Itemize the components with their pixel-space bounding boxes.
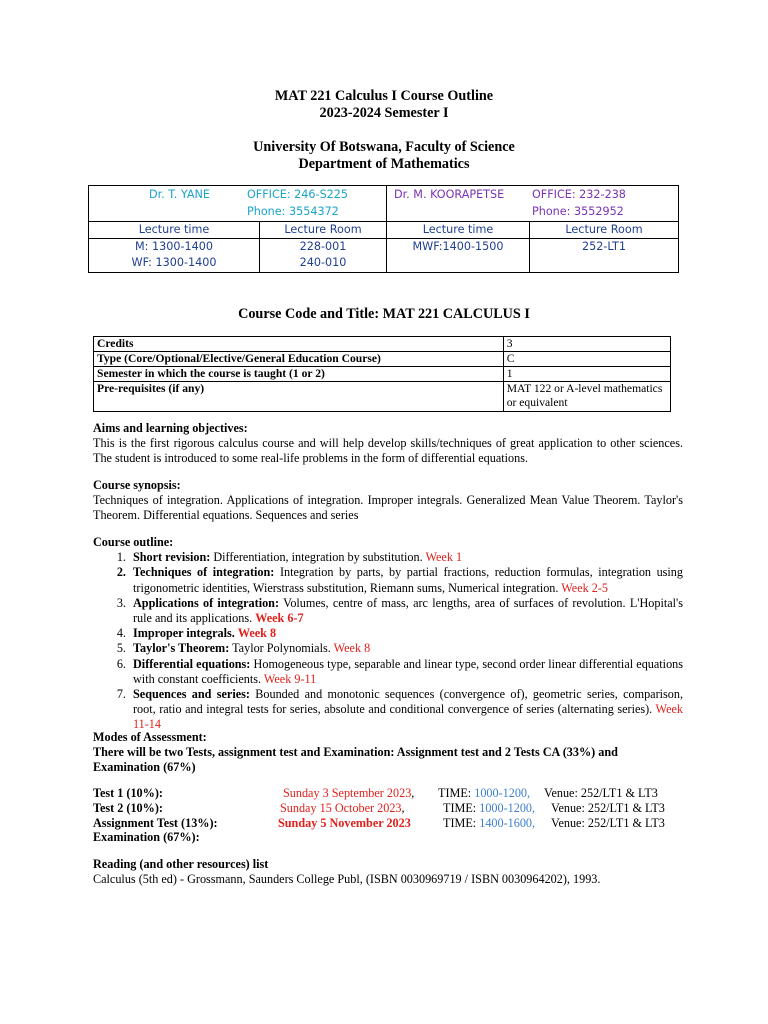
assignment-label: Assignment Test (13%): (93, 816, 218, 830)
staff-left-phone: Phone: 3554372 (247, 205, 339, 218)
department-title: Department of Mathematics (298, 156, 470, 172)
left-time-1: M: 1300-1400 (135, 240, 213, 253)
course-outline-title: MAT 221 Calculus I Course Outline (274, 88, 494, 104)
assessment-summary: There will be two Tests, assignment test and Examination: Assignment test and 2 Tests CA (33%) and Examination (67%) (93, 745, 618, 775)
examination-label: Examination (67%): (93, 830, 200, 844)
assignment-venue: Venue: 252/LT1 & LT3 (551, 816, 665, 830)
course-info-row (94, 367, 671, 382)
semester-value: 1 (503, 367, 670, 382)
list-item: 6. Differential equations: Homogeneous type, separable and linear type, second order linear differential equations with constant coefficients. Week 9-11 (129, 657, 683, 687)
staff-right-phone: Phone: 3552952 (532, 205, 624, 218)
list-item: 2. Techniques of integration: Integration by parts, by partial fractions, reduction formulas, integration using trigonometric identities, Wierstrass substitution, Riemann sums, Numerical integration. Week 2-5 (129, 565, 683, 595)
synopsis-section (93, 478, 683, 524)
left-room-1: 228-001 (299, 240, 347, 253)
week-label: Week 6-7 (255, 611, 304, 626)
assessment-section (93, 730, 683, 776)
aims-section (93, 421, 683, 467)
week-label: Week 1 (425, 550, 463, 565)
aims-heading: Aims and learning objectives: (93, 421, 248, 435)
university-title: University Of Botswana, Faculty of Science (253, 139, 515, 155)
credits-value: 3 (503, 337, 670, 352)
outline-list (93, 550, 683, 732)
left-time-2: WF: 1300-1400 (131, 256, 217, 269)
list-item: 1. Short revision: Differentiation, integration by substitution. Week 1 (129, 550, 683, 565)
left-lecture-room-head: Lecture Room (260, 222, 387, 239)
test1-label: Test 1 (10%): (93, 786, 163, 800)
semester-label: Semester in which the course is taught (1 or 2) (94, 367, 504, 382)
list-item: 4. Improper integrals. Week 8 (129, 626, 683, 641)
aims-text: This is the first rigorous calculus course and will help develop skills/techniques of great application to other sciences. The student is introduced to some real-life problems in the form of differential equations. (93, 436, 683, 466)
assessment-heading: Modes of Assessment: (93, 730, 207, 744)
reading-text: Calculus (5th ed) - Grossmann, Saunders College Publ, (ISBN 0030969719 / ISBN 0030964202), 1993. (93, 872, 601, 887)
right-lecture-room-head: Lecture Room (530, 222, 679, 239)
test1-date: Sunday 3 September 2023, (283, 786, 415, 800)
week-label: Week 8 (333, 641, 371, 656)
left-room-2: 240-010 (299, 256, 347, 269)
right-lecture-time: MWF:1400-1500 (387, 239, 530, 273)
test2-time: TIME: 1000-1200, (443, 801, 536, 815)
test2-venue: Venue: 252/LT1 & LT3 (551, 801, 665, 815)
list-item: 3. Applications of integration: Volumes, centre of mass, arc lengths, area of surfaces of revolution. L'Hopital's rule and its applications. Week 6-7 (129, 596, 683, 626)
assignment-time: TIME: 1400-1600, (443, 816, 536, 830)
staff-right-name: Dr. M. KOORAPETSE (394, 188, 505, 201)
type-label: Type (Core/Optional/Elective/General Education Course) (94, 352, 504, 367)
course-info-table (93, 336, 671, 412)
left-lecture-times (89, 239, 260, 273)
course-info-row (94, 352, 671, 367)
prerequisites-label: Pre-requisites (if any) (94, 382, 504, 412)
left-lecture-time-head: Lecture time (89, 222, 260, 239)
week-label: Week 8 (237, 626, 277, 641)
test2-label: Test 2 (10%): (93, 801, 163, 815)
staff-right-header (387, 186, 679, 222)
assignment-date: Sunday 5 November 2023 (278, 816, 411, 830)
right-lecture-room: 252-LT1 (530, 239, 679, 273)
list-item: 5. Taylor's Theorem: Taylor Polynomials. Week 8 (129, 641, 683, 656)
test2-date: Sunday 15 October 2023, (280, 801, 405, 815)
reading-section (93, 857, 683, 887)
week-label: Week 11-14 (133, 702, 683, 732)
outline-section (93, 535, 683, 733)
staff-table (88, 185, 679, 273)
staff-left-header (89, 186, 387, 222)
semester-title: 2023-2024 Semester I (319, 105, 449, 121)
test1-time: TIME: 1000-1200, (438, 786, 531, 800)
course-info-row (94, 382, 671, 412)
synopsis-heading: Course synopsis: (93, 478, 181, 492)
test1-venue: Venue: 252/LT1 & LT3 (544, 786, 658, 800)
outline-heading: Course outline: (93, 535, 174, 549)
course-code-title: Course Code and Title: MAT 221 CALCULUS I (238, 306, 530, 322)
left-lecture-rooms (260, 239, 387, 273)
week-label: Week 2-5 (561, 580, 608, 595)
type-value: C (503, 352, 670, 367)
week-label: Week 9-11 (263, 671, 317, 686)
prerequisites-value: MAT 122 or A-level mathematics or equivalent (503, 382, 670, 412)
reading-heading: Reading (and other resources) list (93, 857, 269, 871)
synopsis-text: Techniques of integration. Applications of integration. Improper integrals. Generalized Mean Value Theorem. Taylor's Theorem. Differential equations. Sequences and series (93, 493, 683, 523)
staff-right-office: OFFICE: 232-238 (532, 188, 626, 201)
document-header (0, 88, 768, 173)
staff-left-name: Dr. T. YANE (149, 188, 210, 201)
right-lecture-time-head: Lecture time (387, 222, 530, 239)
course-info-row (94, 337, 671, 352)
list-item: 7. Sequences and series: Bounded and monotonic sequences (convergence of), geometric series, comparison, root, ratio and integral tests for series, absolute and conditional convergence of series (alternating series). Week 11-14 (129, 687, 683, 733)
staff-left-office: OFFICE: 246-S225 (247, 188, 349, 201)
credits-label: Credits (94, 337, 504, 352)
